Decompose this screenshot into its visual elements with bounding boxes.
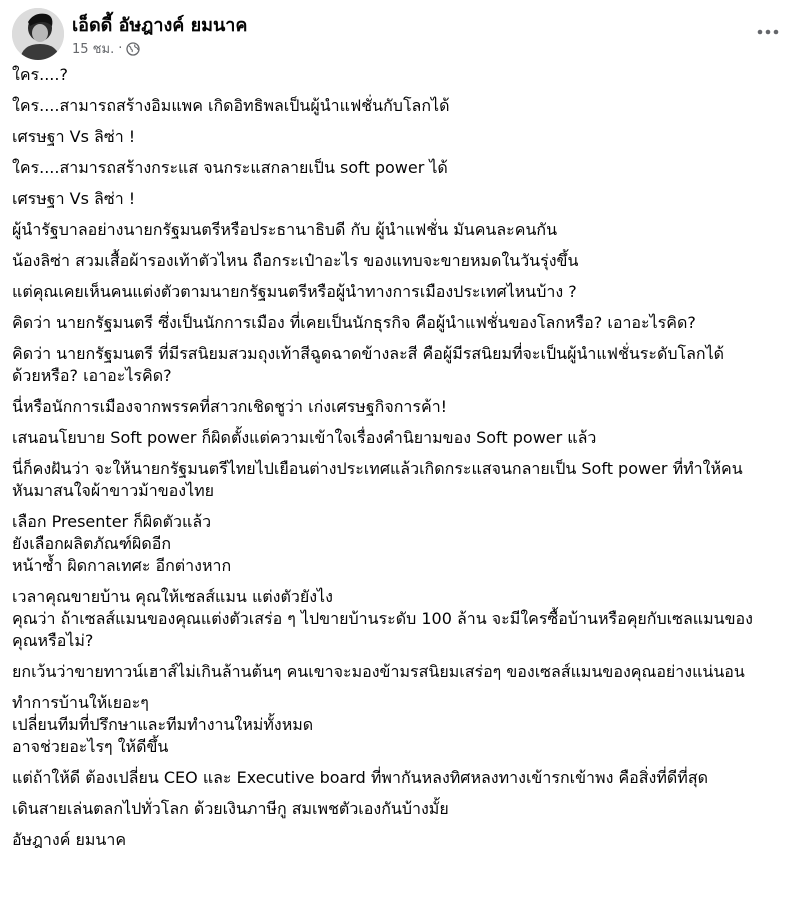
more-options-icon[interactable] xyxy=(752,20,784,44)
post-text-line: ด้วยหรือ? เอาอะไรคิด? xyxy=(12,366,172,385)
post-text-line: ใคร....สามารถสร้างกระแส จนกระแสกลายเป็น soft power ได้ xyxy=(12,158,448,177)
post-text-line: อาจช่วยอะไรๆ ให้ดีขึ้น xyxy=(12,737,169,756)
post-text-line: เวลาคุณขายบ้าน คุณให้เซลส์แมน แต่งตัวยังไง xyxy=(12,587,333,606)
post-text-line: นี่ก็คงฝันว่า จะให้นายกรัฐมนตรีไทยไปเยือนต่างประเทศแล้วเกิดกระแสจนกลายเป็น Soft power ที่ทำให้คน xyxy=(12,459,743,478)
post-text-line: นี่หรือนักการเมืองจากพรรคที่สาวกเชิดชูว่า เก่งเศรษฐกิจการค้า! xyxy=(12,397,448,416)
post-text-line: แต่คุณเคยเห็นคนแต่งตัวตามนายกรัฐมนตรีหรือผู้นำทางการเมืองประเทศไหนบ้าง ? xyxy=(12,282,577,301)
post-paragraph xyxy=(12,661,780,683)
post-body xyxy=(12,64,780,860)
avatar-image xyxy=(12,8,64,60)
post-text-line: คุณว่า ถ้าเซลส์แมนของคุณแต่งตัวเสร่อ ๆ ไปขายบ้านระดับ 100 ล้าน จะมีใครซื้อบ้านหรือคุยกับเซลแมนของ xyxy=(12,609,753,628)
post-paragraph xyxy=(12,511,780,577)
post-paragraph xyxy=(12,188,780,210)
post-time[interactable]: 15 ชม. xyxy=(72,42,115,57)
meta-separator: · xyxy=(118,41,123,56)
post-text-line: น้องลิซ่า สวมเสื้อผ้ารองเท้าตัวไหน ถือกระเป๋าอะไร ของแทบจะขายหมดในวันรุ่งขึ้น xyxy=(12,251,579,270)
post-text-line: เศรษฐา Vs ลิซ่า ! xyxy=(12,127,136,146)
post-text-line: คิดว่า นายกรัฐมนตรี ที่มีรสนิยมสวมถุงเท้าสีฉูดฉาดข้างละสี คือผู้มีรสนิยมที่จะเป็นผู้นำแฟชั่นระดับโลกได้ xyxy=(12,344,725,363)
post-paragraph xyxy=(12,126,780,148)
post-text-line: เสนอนโยบาย Soft power ก็ผิดตั้งแต่ความเข้าใจเรื่องคำนิยามของ Soft power แล้ว xyxy=(12,428,597,447)
post-text-line: คิดว่า นายกรัฐมนตรี ซึ่งเป็นนักการเมือง ที่เคยเป็นนักธุรกิจ คือผู้นำแฟชั่นของโลกหรือ? เอาอะไรคิด? xyxy=(12,313,696,332)
post-paragraph xyxy=(12,343,780,387)
post-text-line: เลือก Presenter ก็ผิดตัวแล้ว xyxy=(12,512,212,531)
post-paragraph xyxy=(12,798,780,820)
post-text-line: เปลี่ยนทีมที่ปรึกษาและทีมทำงานใหม่ทั้งหมด xyxy=(12,715,314,734)
post-text-line: หันมาสนใจผ้าขาวม้าของไทย xyxy=(12,481,215,500)
post-meta xyxy=(72,38,140,59)
post-paragraph xyxy=(12,427,780,449)
globe-icon[interactable] xyxy=(126,42,140,56)
avatar[interactable] xyxy=(12,8,64,60)
post-paragraph xyxy=(12,219,780,241)
post-paragraph xyxy=(12,586,780,652)
author-name[interactable]: เอ็ดดี้ อัษฎางค์ ยมนาค xyxy=(72,15,248,36)
post-paragraph xyxy=(12,767,780,789)
post-paragraph xyxy=(12,458,780,502)
post-text-line: ใคร....? xyxy=(12,65,68,84)
post-paragraph xyxy=(12,95,780,117)
post-paragraph xyxy=(12,281,780,303)
post-text-line: ใคร....สามารถสร้างอิมแพค เกิดอิทธิพลเป็นผู้นำแฟชั่นกับโลกได้ xyxy=(12,96,450,115)
post-text-line: ผู้นำรัฐบาลอย่างนายกรัฐมนตรีหรือประธานาธิบดี กับ ผู้นำแฟชั่น มันคนละคนกัน xyxy=(12,220,558,239)
post-paragraph xyxy=(12,157,780,179)
post-text-line: อัษฎางค์ ยมนาค xyxy=(12,830,127,849)
post-paragraph xyxy=(12,64,780,86)
post-text-line: เดินสายเล่นตลกไปทั่วโลก ด้วยเงินภาษีกู สมเพชตัวเองกันบ้างมั้ย xyxy=(12,799,449,818)
post-paragraph xyxy=(12,692,780,758)
post-text-line: ยังเลือกผลิตภัณฑ์ผิดอีก xyxy=(12,534,172,553)
post-text-line: ทำการบ้านให้เยอะๆ xyxy=(12,693,149,712)
post-header xyxy=(12,6,788,62)
post-text-line: คุณหรือไม่? xyxy=(12,631,94,650)
post-paragraph xyxy=(12,829,780,851)
post-paragraph xyxy=(12,396,780,418)
post-text-line: เศรษฐา Vs ลิซ่า ! xyxy=(12,189,136,208)
post-text-line: แต่ถ้าให้ดี ต้องเปลี่ยน CEO และ Executive board ที่พากันหลงทิศหลงทางเข้ารกเข้าพง คือสิ่งที่ดีที่สุด xyxy=(12,768,708,787)
post-text-line: หน้าซ้ำ ผิดกาลเทศะ อีกต่างหาก xyxy=(12,556,232,575)
post-text-line: ยกเว้นว่าขายทาวน์เฮาส์ไม่เกินล้านต้นๆ คนเขาจะมองข้ามรสนิยมเสร่อๆ ของเซลส์แมนของคุณอย่างแน่นอน xyxy=(12,662,745,681)
post-paragraph xyxy=(12,250,780,272)
post-paragraph xyxy=(12,312,780,334)
